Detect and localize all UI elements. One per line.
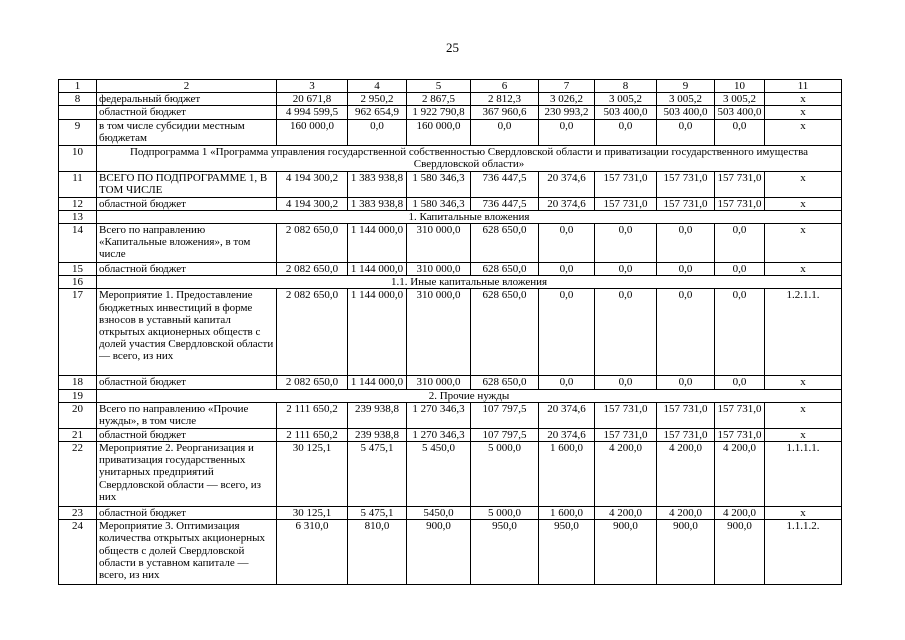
code-cell: x [765,428,842,441]
value-cell: 736 447,5 [471,171,539,197]
value-cell: 5 450,0 [407,442,471,507]
value-cell: 0,0 [657,224,715,263]
code-cell: x [765,402,842,428]
value-cell: 0,0 [539,289,595,376]
value-cell: 157 731,0 [715,402,765,428]
value-cell: 628 650,0 [471,224,539,263]
value-cell: 1 144 000,0 [348,289,407,376]
value-cell: 3 005,2 [595,93,657,106]
value-cell: 1 144 000,0 [348,263,407,276]
column-number: 6 [471,80,539,93]
value-cell: 900,0 [407,520,471,585]
table-row [59,520,842,585]
value-cell: 1 270 346,3 [407,402,471,428]
value-cell: 4 194 300,2 [277,197,348,210]
value-cell: 736 447,5 [471,197,539,210]
row-name-cell: ВСЕГО ПО ПОДПРОГРАММЕ 1, В ТОМ ЧИСЛЕ [97,171,277,197]
row-number-cell: 15 [59,263,97,276]
value-cell: 2 812,3 [471,93,539,106]
value-cell: 810,0 [348,520,407,585]
value-cell: 1 580 346,3 [407,171,471,197]
row-number-cell: 17 [59,289,97,376]
row-name-cell: областной бюджет [97,197,277,210]
value-cell: 2 082 650,0 [277,263,348,276]
section-row [59,389,842,402]
value-cell: 239 938,8 [348,428,407,441]
row-name-cell: Мероприятие 2. Реорганизация и приватизация государственных унитарных предприятий Свердловской области — всего, из них [97,442,277,507]
value-cell: 157 731,0 [715,428,765,441]
row-number-cell: 9 [59,119,97,145]
value-cell: 160 000,0 [277,119,348,145]
value-cell: 20 374,6 [539,402,595,428]
row-number-cell: 18 [59,376,97,389]
column-number: 7 [539,80,595,93]
value-cell: 30 125,1 [277,442,348,507]
value-cell: 900,0 [595,520,657,585]
value-cell: 0,0 [539,376,595,389]
section-title-cell: 1.1. Иные капитальные вложения [97,276,842,289]
value-cell: 0,0 [595,224,657,263]
row-number-cell: 21 [59,428,97,441]
value-cell: 310 000,0 [407,263,471,276]
value-cell: 4 200,0 [715,507,765,520]
value-cell: 4 194 300,2 [277,171,348,197]
section-title-cell: Подпрограмма 1 «Программа управления государственной собственностью Свердловской области и приватизации государственного имущества Свердловской области» [97,145,842,171]
value-cell: 239 938,8 [348,402,407,428]
value-cell: 503 400,0 [715,106,765,119]
column-number: 11 [765,80,842,93]
value-cell: 628 650,0 [471,376,539,389]
value-cell: 3 005,2 [715,93,765,106]
code-cell: x [765,224,842,263]
row-name-cell: федеральный бюджет [97,93,277,106]
value-cell: 157 731,0 [657,428,715,441]
row-name-cell: Всего по направлению «Прочие нужды», в том числе [97,402,277,428]
value-cell: 4 994 599,5 [277,106,348,119]
value-cell: 1 144 000,0 [348,224,407,263]
value-cell: 310 000,0 [407,289,471,376]
value-cell: 950,0 [471,520,539,585]
value-cell: 2 950,2 [348,93,407,106]
row-name-cell: областной бюджет [97,376,277,389]
table-row [59,402,842,428]
table-row [59,224,842,263]
value-cell: 1 600,0 [539,442,595,507]
value-cell: 107 797,5 [471,428,539,441]
value-cell: 0,0 [539,224,595,263]
code-cell: x [765,171,842,197]
value-cell: 6 310,0 [277,520,348,585]
row-number-cell: 11 [59,171,97,197]
value-cell: 157 731,0 [595,171,657,197]
value-cell: 1 383 938,8 [348,171,407,197]
value-cell: 30 125,1 [277,507,348,520]
row-name-cell: в том числе субсидии местным бюджетам [97,119,277,145]
value-cell: 0,0 [715,119,765,145]
section-row [59,145,842,171]
value-cell: 0,0 [595,263,657,276]
row-number-cell: 13 [59,210,97,223]
table-row [59,289,842,376]
value-cell: 20 374,6 [539,171,595,197]
code-cell: x [765,263,842,276]
value-cell: 20 671,8 [277,93,348,106]
value-cell: 0,0 [348,119,407,145]
code-cell: x [765,376,842,389]
value-cell: 1 270 346,3 [407,428,471,441]
value-cell: 157 731,0 [595,197,657,210]
value-cell: 2 082 650,0 [277,289,348,376]
column-number: 10 [715,80,765,93]
section-row [59,276,842,289]
value-cell: 4 200,0 [657,507,715,520]
value-cell: 0,0 [539,263,595,276]
value-cell: 2 082 650,0 [277,376,348,389]
row-number-cell: 8 [59,93,97,106]
value-cell: 0,0 [715,376,765,389]
value-cell: 157 731,0 [595,402,657,428]
table-row [59,442,842,507]
value-cell: 628 650,0 [471,263,539,276]
row-number-cell: 10 [59,145,97,171]
value-cell: 310 000,0 [407,224,471,263]
value-cell: 310 000,0 [407,376,471,389]
table-row [59,428,842,441]
value-cell: 0,0 [595,119,657,145]
table-row [59,376,842,389]
value-cell: 900,0 [657,520,715,585]
value-cell: 5 000,0 [471,507,539,520]
value-cell: 157 731,0 [657,197,715,210]
value-cell: 1 580 346,3 [407,197,471,210]
value-cell: 157 731,0 [657,171,715,197]
value-cell: 2 082 650,0 [277,224,348,263]
value-cell: 0,0 [471,119,539,145]
value-cell: 160 000,0 [407,119,471,145]
row-number-cell: 12 [59,197,97,210]
table-row [59,171,842,197]
value-cell: 0,0 [657,289,715,376]
value-cell: 107 797,5 [471,402,539,428]
value-cell: 2 867,5 [407,93,471,106]
code-cell: x [765,197,842,210]
value-cell: 0,0 [595,289,657,376]
value-cell: 503 400,0 [595,106,657,119]
row-number-cell: 16 [59,276,97,289]
value-cell: 5 475,1 [348,442,407,507]
code-cell: x [765,119,842,145]
value-cell: 157 731,0 [715,171,765,197]
column-number: 8 [595,80,657,93]
table-row [59,197,842,210]
row-number-cell: 19 [59,389,97,402]
value-cell: 1 383 938,8 [348,197,407,210]
value-cell: 4 200,0 [657,442,715,507]
value-cell: 1 144 000,0 [348,376,407,389]
row-name-cell: областной бюджет [97,106,277,119]
budget-table [58,79,842,585]
value-cell: 962 654,9 [348,106,407,119]
row-name-cell: Мероприятие 3. Оптимизация количества открытых акционерных обществ с долей Свердловской области в уставном капитале — всего, из них [97,520,277,585]
column-number: 2 [97,80,277,93]
row-number-cell: 20 [59,402,97,428]
value-cell: 157 731,0 [657,402,715,428]
value-cell: 900,0 [715,520,765,585]
value-cell: 230 993,2 [539,106,595,119]
code-cell: 1.1.1.2. [765,520,842,585]
value-cell: 157 731,0 [595,428,657,441]
code-cell: 1.1.1.1. [765,442,842,507]
code-cell: x [765,93,842,106]
value-cell: 0,0 [715,224,765,263]
value-cell: 2 111 650,2 [277,402,348,428]
column-number-row [59,80,842,93]
page-number: 25 [446,40,459,55]
table-row [59,119,842,145]
value-cell: 20 374,6 [539,428,595,441]
value-cell: 4 200,0 [595,507,657,520]
value-cell: 4 200,0 [595,442,657,507]
value-cell: 3 026,2 [539,93,595,106]
row-number-cell: 22 [59,442,97,507]
code-cell: 1.2.1.1. [765,289,842,376]
value-cell: 3 005,2 [657,93,715,106]
row-name-cell: областной бюджет [97,263,277,276]
row-number-cell: 14 [59,224,97,263]
value-cell: 2 111 650,2 [277,428,348,441]
value-cell: 628 650,0 [471,289,539,376]
column-number: 1 [59,80,97,93]
value-cell: 367 960,6 [471,106,539,119]
value-cell: 503 400,0 [657,106,715,119]
column-number: 4 [348,80,407,93]
value-cell: 0,0 [595,376,657,389]
value-cell: 0,0 [715,289,765,376]
table-row [59,507,842,520]
table-row [59,106,842,119]
value-cell: 0,0 [657,119,715,145]
column-number: 9 [657,80,715,93]
row-number-cell [59,106,97,119]
column-number: 5 [407,80,471,93]
value-cell: 4 200,0 [715,442,765,507]
value-cell: 0,0 [715,263,765,276]
row-name-cell: областной бюджет [97,507,277,520]
value-cell: 0,0 [657,376,715,389]
table-row [59,263,842,276]
row-name-cell: Всего по направлению «Капитальные вложения», в том числе [97,224,277,263]
code-cell: x [765,507,842,520]
section-row [59,210,842,223]
value-cell: 950,0 [539,520,595,585]
section-title-cell: 2. Прочие нужды [97,389,842,402]
value-cell: 0,0 [657,263,715,276]
value-cell: 20 374,6 [539,197,595,210]
value-cell: 0,0 [539,119,595,145]
value-cell: 157 731,0 [715,197,765,210]
value-cell: 5 000,0 [471,442,539,507]
row-number-cell: 24 [59,520,97,585]
column-number: 3 [277,80,348,93]
value-cell: 5 475,1 [348,507,407,520]
value-cell: 1 922 790,8 [407,106,471,119]
row-name-cell: областной бюджет [97,428,277,441]
table-row [59,93,842,106]
row-number-cell: 23 [59,507,97,520]
code-cell: x [765,106,842,119]
row-name-cell: Мероприятие 1. Предоставление бюджетных инвестиций в форме взносов в уставный капитал открытых акционерных обществ с долей участия Свердловской области — всего, из них [97,289,277,376]
value-cell: 5450,0 [407,507,471,520]
section-title-cell: 1. Капитальные вложения [97,210,842,223]
value-cell: 1 600,0 [539,507,595,520]
